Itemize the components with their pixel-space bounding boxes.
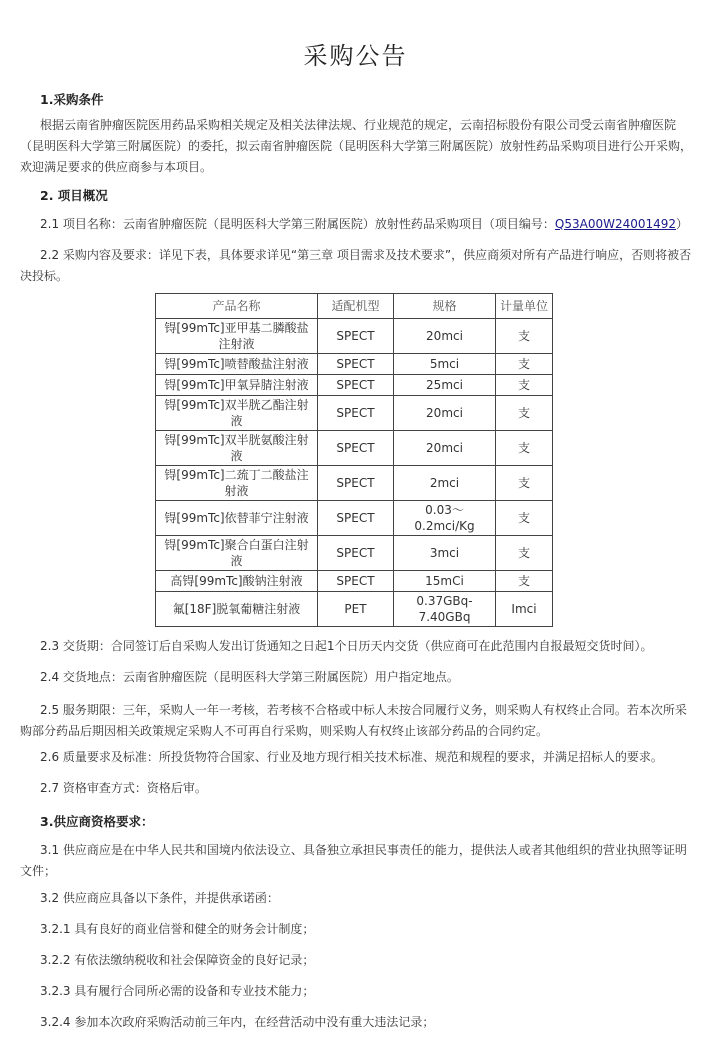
cell-machine-type: SPECT (318, 466, 394, 501)
cell-unit: 支 (496, 319, 553, 354)
section-1-body: 根据云南省肿瘤医院医用药品采购相关规定及相关法律法规、行业规范的规定，云南招标股份有限公司受云南省肿瘤医院（昆明医科大学第三附属医院）的委托，拟云南省肿瘤医院（昆明医科大学第三附属医院）放射性药品采购项目进行公开采购，欢迎满足要求的供应商参与本项目。 (20, 118, 693, 174)
cell-machine-type: SPECT (318, 375, 394, 396)
table-row (156, 354, 553, 375)
cell-machine-type: SPECT (318, 354, 394, 375)
cell-machine-type: SPECT (318, 536, 394, 571)
table-row (156, 501, 553, 536)
table-row (156, 431, 553, 466)
cell-product-name: 锝[99mTc]二巯丁二酸盐注射液 (156, 466, 318, 501)
header-product-name: 产品名称 (156, 294, 318, 319)
table-row (156, 319, 553, 354)
item-2-3: 2.3 交货期：合同签订后自采购人发出订货通知之日起1个日历天内交货（供应商可在此范围内自报最短交货时间）。 (40, 639, 653, 653)
table-row (156, 592, 553, 627)
cell-product-name: 锝[99mTc]甲氧异腈注射液 (156, 375, 318, 396)
cell-spec: 25mci (394, 375, 496, 396)
product-table (155, 293, 553, 627)
cell-spec: 20mci (394, 431, 496, 466)
item-3-1: 3.1 供应商应是在中华人民共和国境内依法设立、具备独立承担民事责任的能力，提供法人或者其他组织的营业执照等证明文件； (20, 843, 687, 878)
cell-spec: 5mci (394, 354, 496, 375)
cell-machine-type: SPECT (318, 501, 394, 536)
item-2-1-prefix: 2.1 项目名称：云南省肿瘤医院（昆明医科大学第三附属医院）放射性药品采购项目（项目编号： (40, 217, 555, 231)
cell-product-name: 锝[99mTc]依替菲宁注射液 (156, 501, 318, 536)
cell-product-name: 锝[99mTc]亚甲基二膦酸盐注射液 (156, 319, 318, 354)
table-row (156, 571, 553, 592)
cell-product-name: 锝[99mTc]喷替酸盐注射液 (156, 354, 318, 375)
cell-unit: 支 (496, 375, 553, 396)
table-header-row (156, 294, 553, 319)
section-2-heading: 2. 项目概况 (40, 188, 108, 203)
cell-spec: 0.03～0.2mci/Kg (394, 501, 496, 536)
header-unit: 计量单位 (496, 294, 553, 319)
cell-spec: 20mci (394, 396, 496, 431)
cell-unit: 支 (496, 431, 553, 466)
cell-product-name: 锝[99mTc]双半胱氨酸注射液 (156, 431, 318, 466)
cell-machine-type: SPECT (318, 571, 394, 592)
cell-spec: 3mci (394, 536, 496, 571)
item-2-4: 2.4 交货地点：云南省肿瘤医院（昆明医科大学第三附属医院）用户指定地点。 (40, 670, 459, 684)
item-2-1 (40, 214, 688, 234)
item-2-6: 2.6 质量要求及标准：所投货物符合国家、行业及地方现行相关技术标准、规范和规程的要求，并满足招标人的要求。 (40, 750, 663, 764)
cell-spec: 2mci (394, 466, 496, 501)
cell-machine-type: SPECT (318, 396, 394, 431)
cell-spec: 20mci (394, 319, 496, 354)
table-row (156, 536, 553, 571)
item-3-2-3: 3.2.3 具有履行合同所必需的设备和专业技术能力； (40, 984, 315, 998)
cell-product-name: 氟[18F]脱氧葡糖注射液 (156, 592, 318, 627)
cell-machine-type: SPECT (318, 319, 394, 354)
cell-unit: 支 (496, 466, 553, 501)
section-3-heading: 3.供应商资格要求： (40, 814, 154, 829)
item-2-2: 2.2 采购内容及要求：详见下表，具体要求详见“第三章 项目需求及技术要求”，供应商须对所有产品进行响应，否则将被否决投标。 (20, 248, 692, 283)
project-code: Q53A00W24001492 (554, 217, 677, 231)
cell-unit: 支 (496, 536, 553, 571)
item-3-2-1: 3.2.1 具有良好的商业信誉和健全的财务会计制度； (40, 922, 315, 936)
cell-unit: 支 (496, 354, 553, 375)
cell-product-name: 高锝[99mTc]酸钠注射液 (156, 571, 318, 592)
cell-product-name: 锝[99mTc]聚合白蛋白注射液 (156, 536, 318, 571)
cell-unit: 支 (496, 396, 553, 431)
section-1-heading: 1.采购条件 (40, 92, 104, 107)
cell-product-name: 锝[99mTc]双半胱乙酯注射液 (156, 396, 318, 431)
cell-spec: 0.37GBq-7.40GBq (394, 592, 496, 627)
item-2-7: 2.7 资格审查方式：资格后审。 (40, 781, 207, 795)
item-3-2: 3.2 供应商应具备以下条件，并提供承诺函： (40, 891, 279, 905)
cell-machine-type: PET (318, 592, 394, 627)
cell-unit: 支 (496, 501, 553, 536)
item-2-1-suffix: ） (676, 217, 689, 231)
header-machine-type: 适配机型 (318, 294, 394, 319)
table-row (156, 396, 553, 431)
cell-machine-type: SPECT (318, 431, 394, 466)
page-title: 采购公告 (303, 42, 408, 70)
cell-spec: 15mCi (394, 571, 496, 592)
item-3-2-2: 3.2.2 有依法缴纳税收和社会保障资金的良好记录； (40, 953, 315, 967)
cell-unit: 支 (496, 571, 553, 592)
item-2-5: 2.5 服务期限：三年，采购人一年一考核，若考核不合格或中标人未按合同履行义务，则采购人有权终止合同。若本次所采购部分药品后期因相关政策规定采购人不可再自行采购，则采购人有权终止该部分药品的合同约定。 (20, 703, 687, 738)
cell-unit: Imci (496, 592, 553, 627)
item-3-2-4: 3.2.4 参加本次政府采购活动前三年内，在经营活动中没有重大违法记录； (40, 1015, 435, 1029)
table-row (156, 375, 553, 396)
table-row (156, 466, 553, 501)
header-spec: 规格 (394, 294, 496, 319)
